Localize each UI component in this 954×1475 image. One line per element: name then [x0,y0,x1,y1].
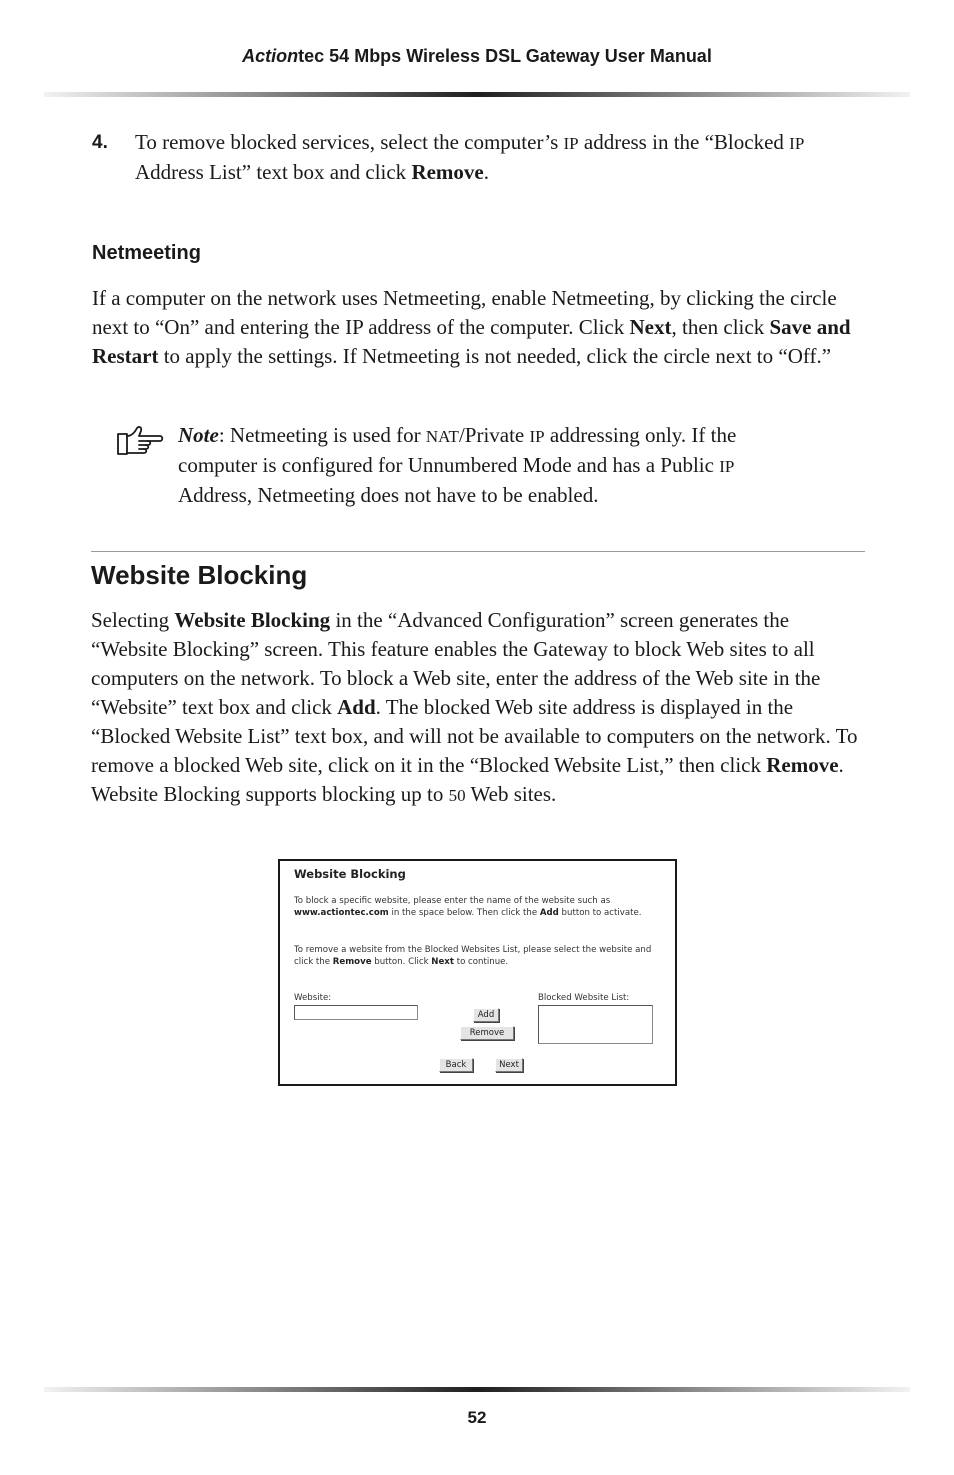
page-number: 52 [467,1408,487,1427]
step-number: 4. [92,132,108,153]
screenshot-title: Website Blocking [294,867,406,881]
website-blocking-heading: Website Blocking [91,560,308,590]
website-input[interactable] [294,1005,418,1020]
manual-header-title [0,46,954,67]
remove-button[interactable]: Remove [460,1026,514,1040]
website-label: Website: [294,993,332,1003]
netmeeting-paragraph: If a computer on the network uses Netmeeting, enable Netmeeting, by clicking the circle next to “On” and entering the IP address of the computer. Click Next, then click Save and Restart to apply the settings. If Netmeeting is not needed, click the circle next to “Off.” [92,286,851,368]
netmeeting-note: Note: Netmeeting is used for NAT/Private IP addressing only. If the computer is configured for Unnumbered Mode and has a Public IP Address, Netmeeting does not have to be enabled. [178,423,737,507]
screenshot-instructions-remove: To remove a website from the Blocked Websites List, please select the website and click the Remove button. Click Next to continue. [294,945,652,967]
add-button[interactable]: Add [473,1008,499,1022]
section-divider [91,551,865,552]
back-button[interactable]: Back [439,1058,473,1072]
website-blocking-screenshot [278,859,677,1086]
note-label: Note [178,423,219,447]
header-brand: Action [242,46,299,66]
next-button[interactable]: Next [495,1058,523,1072]
website-blocking-paragraph: Selecting Website Blocking in the “Advanced Configuration” screen generates the “Website Blocking” screen. This feature enables the Gateway to block Web sites to all computers on the network. To block a Web site, enter the address of the Web site in the “Website” text box and click Add. The blocked Web site address is displayed in the “Blocked Website List” text box, and will not be available to computers on the network. To remove a blocked Web site, click on it in the “Blocked Website List,” then click Remove. Website Blocking supports blocking up to 50 Web sites. [91,608,858,806]
footer-rule [44,1387,910,1392]
pointing-hand-icon [116,424,164,458]
blocked-website-list-label: Blocked Website List: [538,993,630,1003]
netmeeting-heading: Netmeeting [92,242,201,264]
step-4-text: To remove blocked services, select the computer’s IP address in the “Blocked IP Address List” text box and click Remove. [135,130,805,184]
blocked-website-list[interactable] [538,1005,653,1044]
header-rule [44,92,910,97]
header-title-rest: tec 54 Mbps Wireless DSL Gateway User Manual [298,46,712,66]
screenshot-instructions-add: To block a specific website, please enter the name of the website such as www.actiontec.com in the space below. Then click the Add button to activate. [294,896,642,918]
